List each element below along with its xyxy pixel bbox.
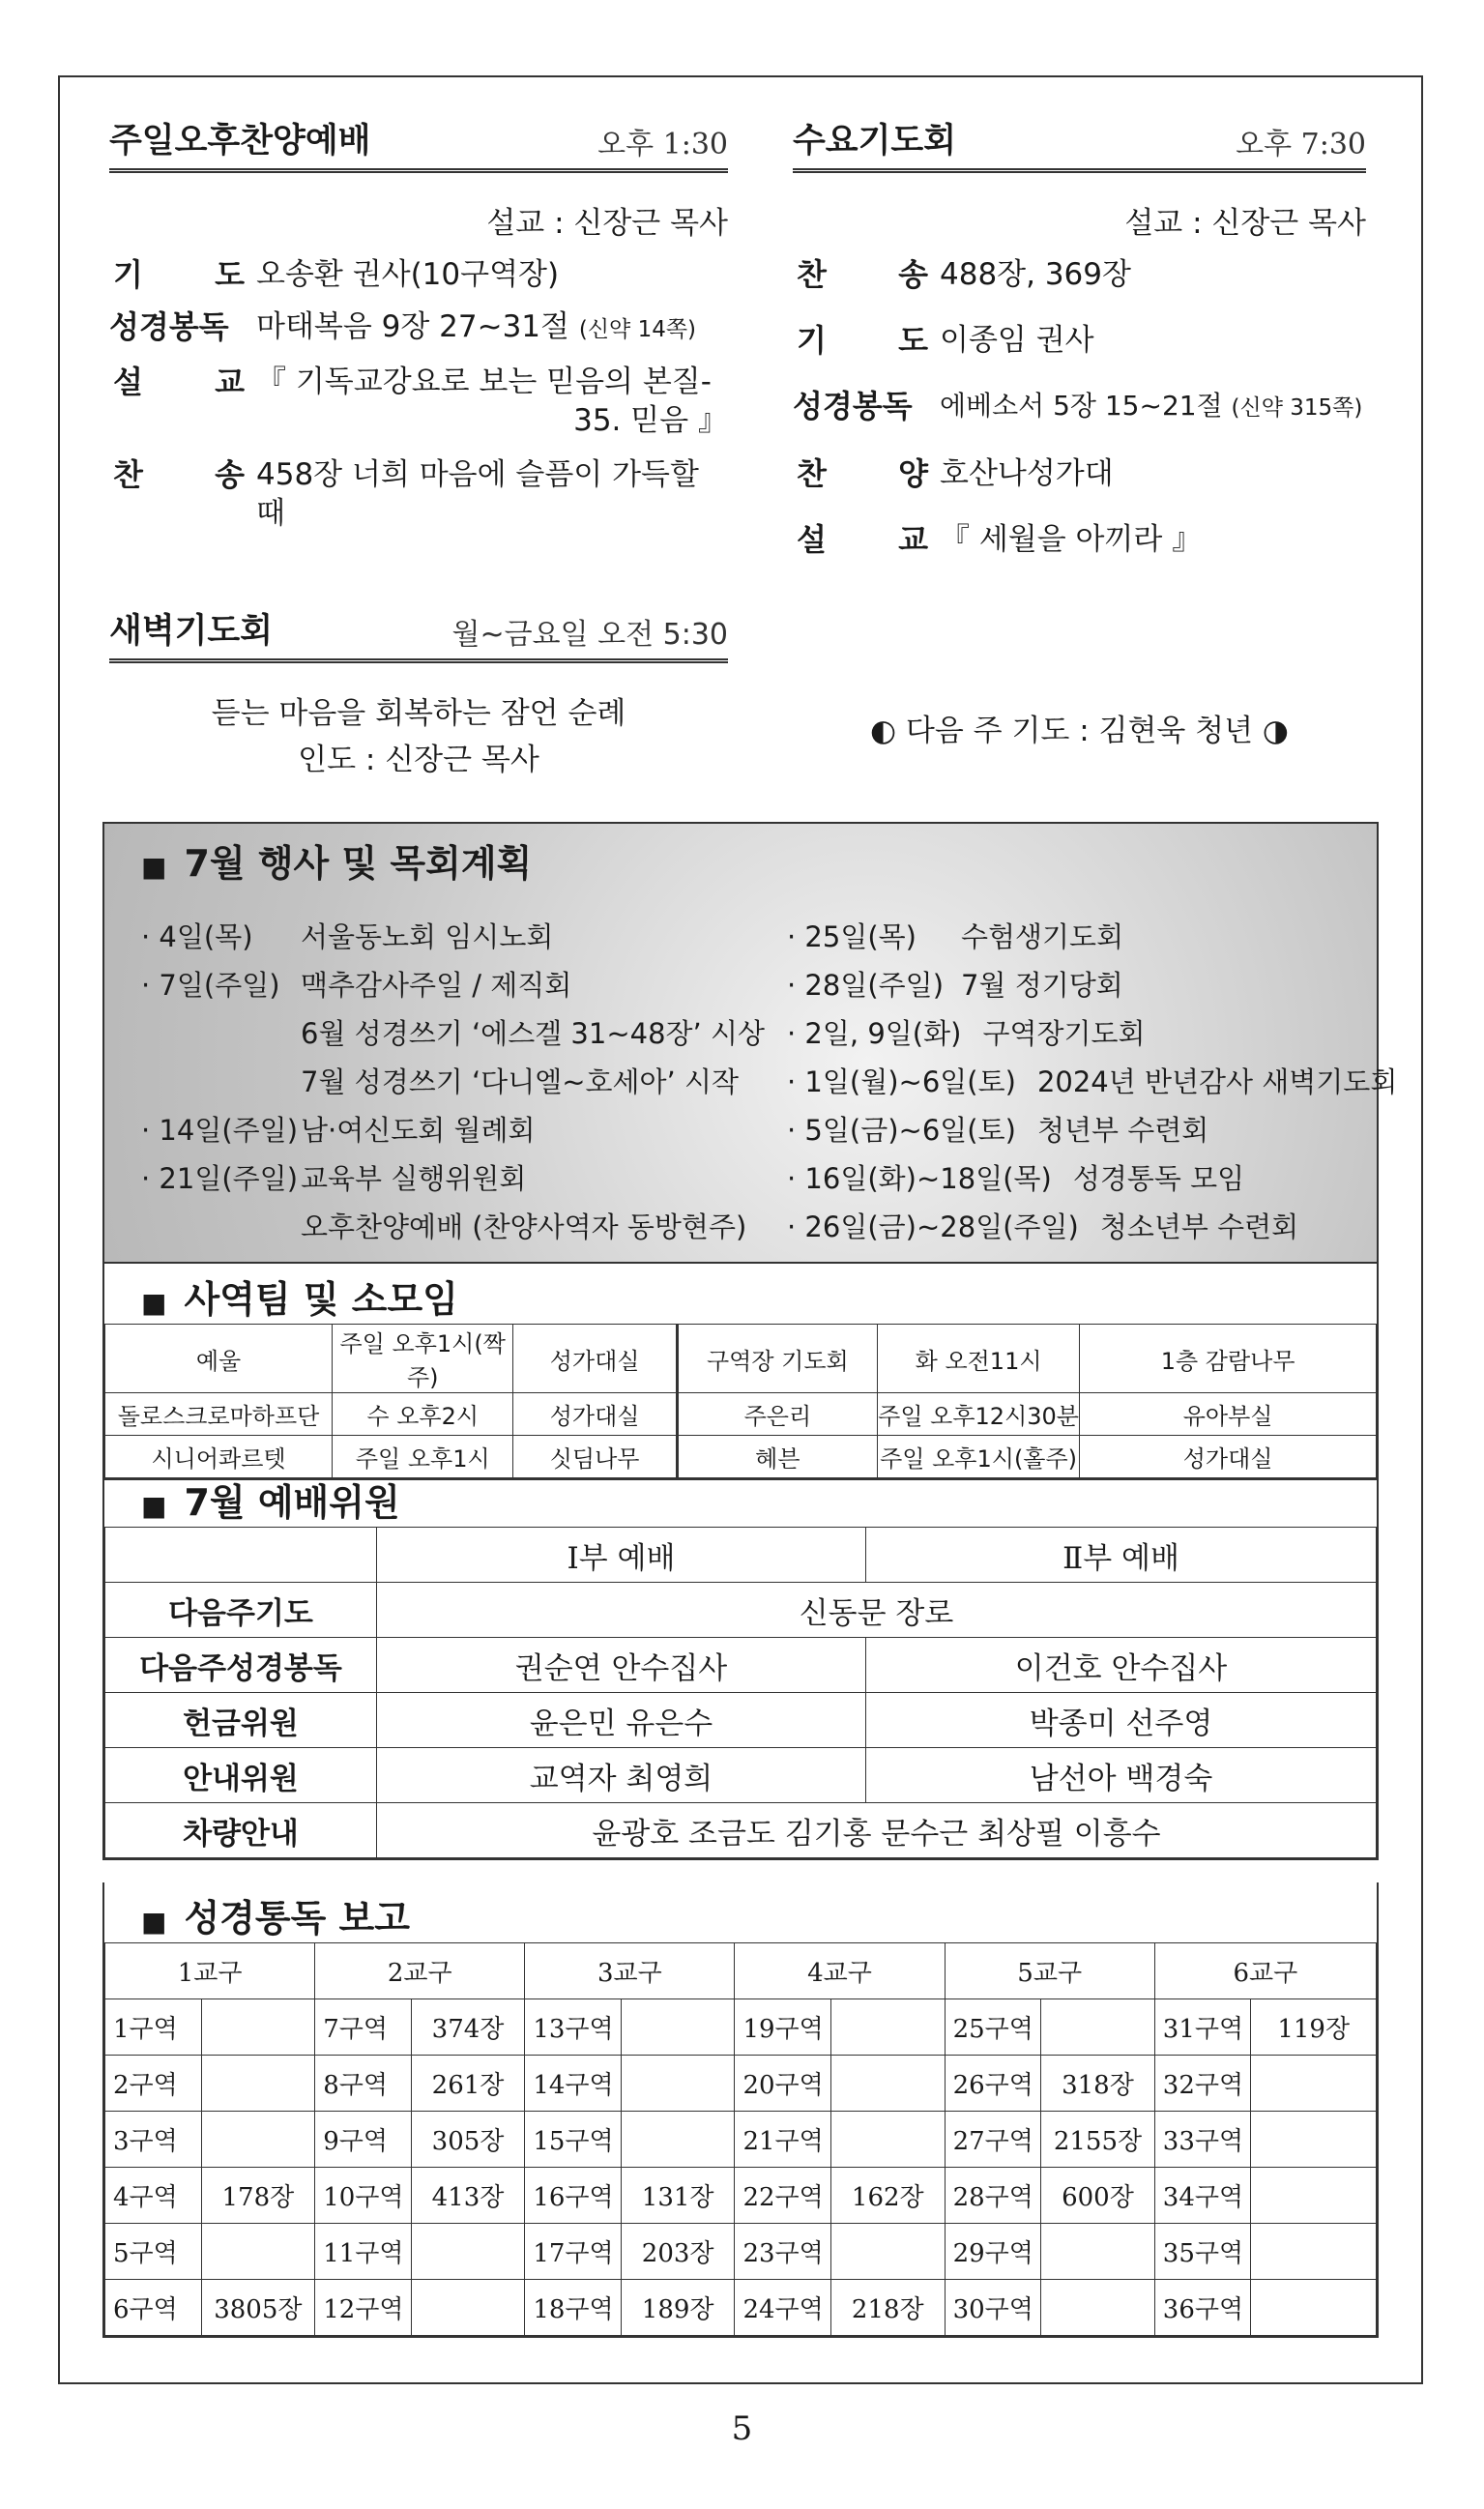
team-cell: 성가대실 (513, 1393, 677, 1436)
sunday-pm-prayer: 오송환 권사(10구역장) (256, 257, 560, 292)
event-date: · 21일(주일) (141, 1162, 299, 1195)
team-cell: 유아부실 (1080, 1393, 1377, 1436)
bullet-square-icon: ■ (141, 1906, 167, 1938)
zone-chapters (201, 2112, 315, 2168)
zone-name: 29구역 (945, 2224, 1041, 2280)
zone-chapters: 318장 (1041, 2056, 1155, 2112)
zone-name: 19구역 (735, 1999, 831, 2056)
district-header: 5교구 (945, 1943, 1154, 1999)
event-text: 청소년부 수련회 (1099, 1211, 1299, 1243)
offering-2: 박종미 선주영 (866, 1693, 1377, 1748)
team-cell: 성가대실 (1080, 1436, 1377, 1478)
events-left-list (141, 913, 765, 1251)
wednesday-title: 수요기도회 (793, 122, 957, 160)
sunday-pm-sermon-line2: 35. 믿음 』 (573, 403, 728, 438)
bible-row (105, 2056, 1377, 2112)
teams-title: ■ 사역팀 및 소모임 (141, 1278, 458, 1321)
zone-name: 26구역 (945, 2056, 1041, 2112)
zone-chapters: 119장 (1251, 1999, 1377, 2056)
team-cell: 돌로스크로마하프단 (105, 1393, 333, 1436)
next-reading-2: 이건호 안수집사 (866, 1638, 1377, 1693)
dawn-section (109, 604, 728, 783)
reading-label: 성경봉독 (109, 308, 229, 345)
event-text: 6월 성경쓰기 ‘에스겔 31~48장’ 시상 (301, 1017, 766, 1050)
event-date: · 5일(금)~6일(토) (787, 1114, 1016, 1147)
next-prayer-value: 신동문 장로 (376, 1583, 1376, 1638)
zone-name: 11구역 (315, 2224, 412, 2280)
event-text: 맥추감사주일 / 제직회 (301, 969, 572, 1002)
zone-name: 3구역 (105, 2112, 202, 2168)
wednesday-hymn: 488장, 369장 (940, 257, 1131, 292)
zone-chapters (1251, 2056, 1377, 2112)
zone-chapters: 261장 (411, 2056, 525, 2112)
zone-chapters (1251, 2168, 1377, 2224)
wednesday-reading: 에베소서 5장 15~21절 (신약 315쪽) (940, 390, 1363, 422)
zone-name: 15구역 (525, 2112, 622, 2168)
zone-chapters: 203장 (621, 2224, 735, 2280)
event-item (787, 913, 1397, 961)
wednesday-prayer-row (793, 321, 1366, 360)
dawn-title: 새벽기도회 (109, 612, 274, 651)
event-text: 7월 정기당회 (961, 969, 1123, 1002)
zone-chapters: 178장 (201, 2168, 315, 2224)
zone-name: 16구역 (525, 2168, 622, 2224)
zone-chapters (1251, 2280, 1377, 2336)
zone-name: 25구역 (945, 1999, 1041, 2056)
event-text: 2024년 반년감사 새벽기도회 (1036, 1065, 1398, 1098)
bible-row (105, 1999, 1377, 2056)
dawn-leader: 인도 : 신장근 목사 (298, 743, 539, 777)
bullet-square-icon: ■ (141, 1490, 167, 1522)
wednesday-section (793, 114, 1366, 572)
reading-label: 성경봉독 (793, 388, 913, 424)
bible-section (102, 1882, 1379, 2338)
teams-table (104, 1324, 1377, 1478)
event-text: 구역장기도회 (982, 1017, 1146, 1050)
dawn-header (109, 604, 728, 663)
sunday-pm-header (109, 114, 728, 173)
bible-row (105, 2112, 1377, 2168)
event-date: · 16일(화)~18일(목) (787, 1162, 1052, 1195)
zone-name: 8구역 (315, 2056, 412, 2112)
zone-chapters: 600장 (1041, 2168, 1155, 2224)
bible-title: ■ 성경통독 보고 (141, 1897, 410, 1940)
wednesday-preacher: 설교 : 신장근 목사 (1124, 206, 1366, 241)
zone-name: 33구역 (1154, 2112, 1251, 2168)
next-prayer-label: 다음주기도 (105, 1583, 377, 1638)
hymn-label: 찬 송 (113, 456, 245, 493)
event-text: 오후찬양예배 (찬양사역자 동방현주) (301, 1211, 747, 1243)
event-item (141, 1106, 765, 1154)
zone-name: 4구역 (105, 2168, 202, 2224)
sunday-pm-reading-row (109, 307, 728, 349)
parking-label: 차량안내 (105, 1803, 377, 1858)
event-text: 교육부 실행위원회 (301, 1162, 527, 1195)
offering-row (105, 1693, 1377, 1748)
choir-label: 찬 양 (797, 455, 928, 492)
zone-name: 9구역 (315, 2112, 412, 2168)
zone-chapters (831, 2112, 946, 2168)
event-text: 서울동노회 임시노회 (301, 920, 554, 953)
zone-name: 20구역 (735, 2056, 831, 2112)
zone-chapters: 189장 (621, 2280, 735, 2336)
event-item (787, 1009, 1397, 1058)
bible-table (104, 1942, 1377, 2336)
bible-header-row (105, 1943, 1377, 1999)
zone-chapters (1041, 1999, 1155, 2056)
page-number: 5 (731, 2409, 753, 2448)
dawn-theme: 듣는 마음을 회복하는 잠언 순례 (211, 696, 626, 731)
zone-name: 5구역 (105, 2224, 202, 2280)
team-cell: 주일 오후1시(짝주) (333, 1325, 513, 1393)
team-cell: 주일 오후1시 (333, 1436, 513, 1478)
event-item (141, 1009, 765, 1058)
team-cell: 1층 감람나무 (1080, 1325, 1377, 1393)
zone-name: 34구역 (1154, 2168, 1251, 2224)
event-item (787, 1154, 1397, 1203)
district-header: 3교구 (525, 1943, 735, 1999)
team-cell: 수 오후2시 (333, 1393, 513, 1436)
usher-2: 남선아 백경숙 (866, 1748, 1377, 1803)
zone-chapters: 131장 (621, 2168, 735, 2224)
zone-chapters (831, 1999, 946, 2056)
sunday-pm-title: 주일오후찬양예배 (109, 122, 371, 160)
zone-chapters (621, 1999, 735, 2056)
next-reading-label: 다음주성경봉독 (105, 1638, 377, 1693)
team-cell: 성가대실 (513, 1325, 677, 1393)
parking-row (105, 1803, 1377, 1858)
event-item (141, 961, 765, 1009)
zone-name: 31구역 (1154, 1999, 1251, 2056)
zone-chapters: 218장 (831, 2280, 946, 2336)
team-cell: 화 오전11시 (877, 1325, 1079, 1393)
event-date: · 7일(주일) (141, 969, 280, 1002)
wednesday-reading-row (793, 387, 1366, 427)
zone-chapters: 305장 (411, 2112, 525, 2168)
bible-row (105, 2224, 1377, 2280)
event-date: · 4일(목) (141, 920, 253, 953)
wednesday-hymn-row (793, 255, 1366, 294)
zone-chapters (1041, 2280, 1155, 2336)
parking-value: 윤광호 조금도 김기홍 문수근 최상필 이흥수 (376, 1803, 1376, 1858)
event-date: · 2일, 9일(화) (787, 1017, 962, 1050)
zone-name: 23구역 (735, 2224, 831, 2280)
event-text: 성경통독 모임 (1072, 1162, 1245, 1195)
event-date: · 25일(목) (787, 920, 917, 953)
sunday-pm-prayer-row (109, 255, 728, 294)
district-header: 1교구 (105, 1943, 315, 1999)
next-reading-row (105, 1638, 1377, 1693)
offering-1: 윤은민 유은수 (376, 1693, 865, 1748)
event-date: · 1일(월)~6일(토) (787, 1065, 1016, 1098)
sermon-label: 설 교 (113, 364, 245, 400)
event-date: · 26일(금)~28일(주일) (787, 1211, 1079, 1243)
zone-chapters (621, 2056, 735, 2112)
event-item (141, 1203, 765, 1251)
next-prayer-row (105, 1583, 1377, 1638)
prayer-label: 기 도 (797, 322, 928, 359)
wednesday-time: 오후 7:30 (1236, 128, 1366, 161)
zone-chapters (201, 1999, 315, 2056)
teams-section (102, 1264, 1379, 1480)
usher-row (105, 1748, 1377, 1803)
sunday-pm-sermon-row (109, 363, 728, 401)
bible-row (105, 2168, 1377, 2224)
event-text: 수험생기도회 (961, 920, 1124, 953)
district-header: 4교구 (735, 1943, 945, 1999)
team-row (105, 1393, 1377, 1436)
team-row (105, 1325, 1377, 1393)
zone-name: 35구역 (1154, 2224, 1251, 2280)
event-date (141, 1058, 301, 1106)
zone-chapters (831, 2056, 946, 2112)
zone-name: 18구역 (525, 2280, 622, 2336)
zone-name: 14구역 (525, 2056, 622, 2112)
sunday-pm-hymn-row (109, 455, 728, 533)
usher-label: 안내위원 (105, 1748, 377, 1803)
zone-chapters (621, 2112, 735, 2168)
service-1-header: Ⅰ부 예배 (376, 1528, 865, 1583)
wednesday-header (793, 114, 1366, 173)
events-section (102, 822, 1398, 1264)
event-text: 7월 성경쓰기 ‘다니엘~호세아’ 시작 (301, 1065, 740, 1098)
event-item (787, 1203, 1397, 1251)
zone-name: 6구역 (105, 2280, 202, 2336)
zone-chapters: 374장 (411, 1999, 525, 2056)
zone-name: 10구역 (315, 2168, 412, 2224)
zone-name: 24구역 (735, 2280, 831, 2336)
zone-name: 30구역 (945, 2280, 1041, 2336)
wednesday-choir: 호산나성가대 (940, 456, 1114, 491)
event-item (787, 1058, 1397, 1106)
team-cell: 주일 오후1시(홀주) (877, 1436, 1079, 1478)
sunday-pm-section (109, 114, 728, 546)
wednesday-prayer: 이종임 권사 (940, 323, 1094, 358)
event-date: · 28일(주일) (787, 969, 945, 1002)
zone-chapters (1251, 2112, 1377, 2168)
zone-name: 27구역 (945, 2112, 1041, 2168)
zone-chapters (411, 2280, 525, 2336)
zone-name: 36구역 (1154, 2280, 1251, 2336)
service-2-header: Ⅱ부 예배 (866, 1528, 1377, 1583)
zone-name: 17구역 (525, 2224, 622, 2280)
wednesday-choir-row (793, 454, 1366, 493)
bullet-square-icon: ■ (141, 851, 167, 883)
zone-name: 32구역 (1154, 2056, 1251, 2112)
zone-chapters: 2155장 (1041, 2112, 1155, 2168)
wednesday-sermon-row (793, 520, 1366, 559)
zone-name: 13구역 (525, 1999, 622, 2056)
hymn-label: 찬 송 (797, 256, 928, 293)
team-cell: 예울 (105, 1325, 333, 1393)
district-header: 6교구 (1154, 1943, 1376, 1999)
team-cell: 구역장 기도회 (677, 1325, 877, 1393)
zone-chapters (201, 2224, 315, 2280)
event-item (787, 1106, 1397, 1154)
next-week-prayer: ◐ 다음 주 기도 : 김현욱 청년 ◑ (870, 714, 1289, 748)
event-text: 남·여신도회 월례회 (301, 1114, 536, 1147)
events-right-list (787, 913, 1397, 1251)
event-date (141, 1203, 301, 1251)
worship-title: ■ 7월 예배위원 (141, 1481, 400, 1524)
event-text: 청년부 수련회 (1036, 1114, 1209, 1147)
worship-header-empty (105, 1528, 377, 1583)
bullet-square-icon: ■ (141, 1287, 167, 1319)
worship-header-row (105, 1528, 1377, 1583)
zone-name: 7구역 (315, 1999, 412, 2056)
event-item (141, 1058, 765, 1106)
zone-chapters (1041, 2224, 1155, 2280)
worship-section (102, 1467, 1379, 1860)
event-item (787, 961, 1397, 1009)
zone-name: 2구역 (105, 2056, 202, 2112)
event-item (141, 913, 765, 961)
zone-chapters (201, 2056, 315, 2112)
sunday-pm-preacher: 설교 : 신장근 목사 (486, 206, 728, 241)
usher-1: 교역자 최영희 (376, 1748, 865, 1803)
dawn-info (109, 690, 728, 783)
sunday-pm-hymn: 458장 너희 마음에 슬픔이 가득할 때 (256, 457, 699, 531)
sermon-label: 설 교 (797, 521, 928, 558)
event-date: · 14일(주일) (141, 1114, 299, 1147)
zone-chapters: 3805장 (201, 2280, 315, 2336)
sunday-pm-time: 오후 1:30 (597, 128, 728, 161)
zone-name: 22구역 (735, 2168, 831, 2224)
worship-table (104, 1527, 1377, 1858)
zone-chapters (831, 2224, 946, 2280)
team-cell: 주일 오후12시30분 (877, 1393, 1079, 1436)
offering-label: 헌금위원 (105, 1693, 377, 1748)
zone-chapters: 162장 (831, 2168, 946, 2224)
event-date (141, 1009, 301, 1058)
wednesday-sermon: 『 세월을 아끼라 』 (940, 522, 1203, 557)
zone-name: 28구역 (945, 2168, 1041, 2224)
prayer-label: 기 도 (113, 256, 245, 293)
team-cell: 싯딤나무 (513, 1436, 677, 1478)
team-cell: 혜븐 (677, 1436, 877, 1478)
zone-chapters (411, 2224, 525, 2280)
sunday-pm-reading: 마태복음 9장 27~31절 (신약 14쪽) (256, 309, 697, 344)
team-cell: 시니어콰르텟 (105, 1436, 333, 1478)
district-header: 2교구 (315, 1943, 525, 1999)
sunday-pm-sermon: 『 기독교강요로 보는 믿음의 본질- (256, 365, 712, 399)
event-item (141, 1154, 765, 1203)
zone-name: 21구역 (735, 2112, 831, 2168)
zone-name: 1구역 (105, 1999, 202, 2056)
zone-chapters: 413장 (411, 2168, 525, 2224)
events-title: ■ 7월 행사 및 목회계획 (141, 842, 533, 885)
zone-name: 12구역 (315, 2280, 412, 2336)
bible-row (105, 2280, 1377, 2336)
dawn-time: 월~금요일 오전 5:30 (451, 618, 728, 652)
zone-chapters (1251, 2224, 1377, 2280)
next-reading-1: 권순연 안수집사 (376, 1638, 865, 1693)
team-cell: 주은리 (677, 1393, 877, 1436)
